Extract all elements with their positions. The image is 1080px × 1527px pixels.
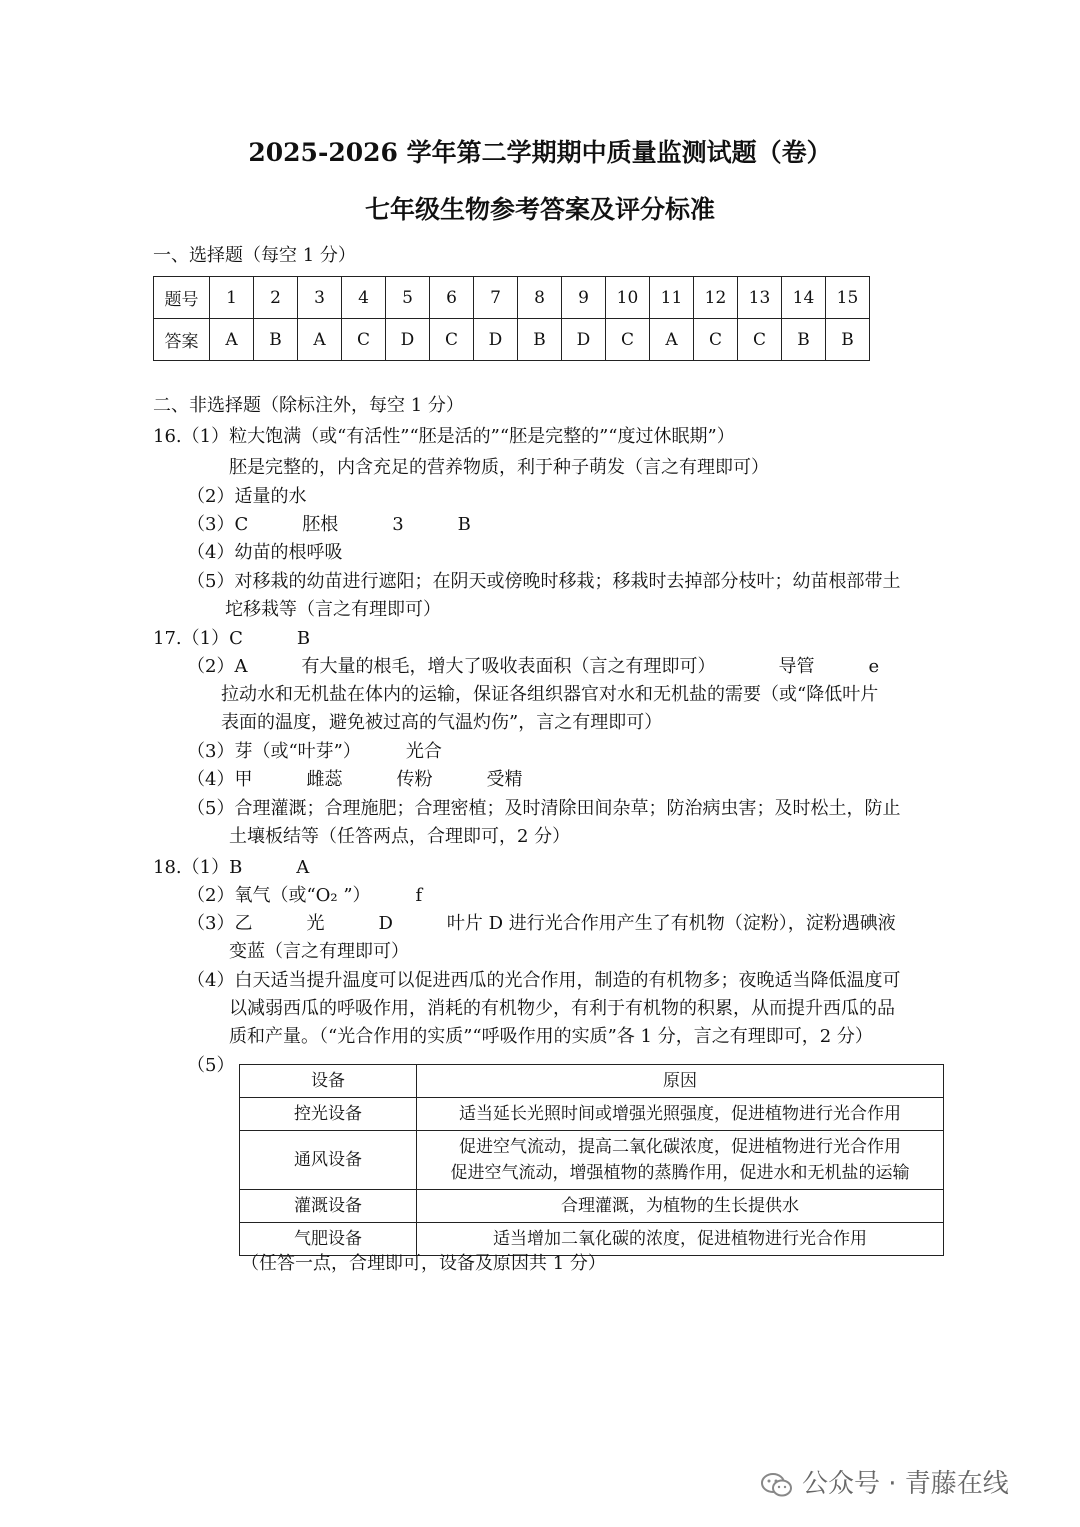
answer-line: 17.（1）C B [153, 628, 311, 649]
number-cell: 1 [210, 277, 254, 319]
table-row [240, 1098, 944, 1131]
answer-line: 变蓝（言之有理即可） [229, 941, 409, 962]
watermark-text: 公众号 · 青藤在线 [802, 1469, 1009, 1499]
answer-cell: A [298, 319, 342, 361]
answer-cell: A [210, 319, 254, 361]
doc-subtitle: 七年级生物参考答案及评分标准 [364, 195, 715, 224]
answer-cell: D [474, 319, 518, 361]
answer-cell: C [694, 319, 738, 361]
table-row-answers [154, 319, 870, 361]
answer-line: （4）甲 雌蕊 传粉 受精 [187, 769, 523, 790]
device-cell: 灌溉设备 [240, 1190, 417, 1223]
answer-line: 16.（1）粒大饱满（或“有活性”“胚是活的”“胚是完整的”“度过休眠期”） [153, 426, 735, 447]
answer-cell: B [826, 319, 870, 361]
header-reason: 原因 [417, 1065, 944, 1098]
number-cell: 5 [386, 277, 430, 319]
table-row-numbers [154, 277, 870, 319]
answer-line: 胚是完整的，内含充足的营养物质，利于种子萌发（言之有理即可） [229, 457, 769, 478]
row-label-answer: 答案 [154, 319, 210, 361]
answer-line: 以减弱西瓜的呼吸作用，消耗的有机物少，有利于有机物的积累，从而提升西瓜的品 [229, 998, 895, 1019]
answer-line: 18.（1）B A [153, 857, 310, 878]
device-cell: 控光设备 [240, 1098, 417, 1131]
answer-line: 土壤板结等（任答两点，合理即可，2 分） [229, 826, 571, 847]
number-cell: 9 [562, 277, 606, 319]
answer-cell: B [782, 319, 826, 361]
number-cell: 15 [826, 277, 870, 319]
number-cell: 2 [254, 277, 298, 319]
watermark [760, 1463, 1009, 1500]
number-cell: 3 [298, 277, 342, 319]
reason-cell: 合理灌溉，为植物的生长提供水 [417, 1190, 944, 1223]
section1-heading: 一、选择题（每空 1 分） [153, 245, 356, 266]
answer-cell: B [254, 319, 298, 361]
answer-cell: B [518, 319, 562, 361]
answer-cell: C [738, 319, 782, 361]
answer-cell: C [342, 319, 386, 361]
answer-cell: D [386, 319, 430, 361]
choice-answer-table [153, 276, 870, 361]
reason-cell: 适当增加二氧化碳的浓度，促进植物进行光合作用 [417, 1223, 944, 1256]
answer-line: （2）适量的水 [187, 486, 307, 507]
device-cell: 通风设备 [240, 1131, 417, 1190]
number-cell: 4 [342, 277, 386, 319]
answer-line: （4）白天适当提升温度可以促进西瓜的光合作用，制造的有机物多；夜晚适当降低温度可 [187, 970, 901, 991]
answer-line: （5）合理灌溉；合理施肥；合理密植；及时清除田间杂草；防治病虫害；及时松土，防止 [187, 798, 901, 819]
answer-line: 拉动水和无机盐在体内的运输，保证各组织器官对水和无机盐的需要（或“降低叶片 [221, 684, 879, 705]
table-row [240, 1131, 944, 1190]
answer-line: （3）C 胚根 3 B [187, 514, 471, 535]
wechat-icon [760, 1472, 794, 1498]
answer-line: （4）幼苗的根呼吸 [187, 542, 343, 563]
answer-line: 坨移栽等（言之有理即可） [225, 599, 441, 620]
reason-cell: 适当延长光照时间或增强光照强度，促进植物进行光合作用 [417, 1098, 944, 1131]
answer-line: （5） [187, 1055, 235, 1076]
reason-line: 促进空气流动，提高二氧化碳浓度，促进植物进行光合作用 [459, 1137, 901, 1157]
table-header-row [240, 1065, 944, 1098]
answer-cell: A [650, 319, 694, 361]
answer-cell: C [430, 319, 474, 361]
equipment-table [239, 1064, 944, 1256]
number-cell: 13 [738, 277, 782, 319]
row-label-number: 题号 [154, 277, 210, 319]
number-cell: 11 [650, 277, 694, 319]
number-cell: 12 [694, 277, 738, 319]
table-row [240, 1223, 944, 1256]
doc-title: 2025-2026 学年第二学期期中质量监测试题（卷） [248, 138, 832, 167]
answer-line: 质和产量。（“光合作用的实质”“呼吸作用的实质”各 1 分，言之有理即可，2 分） [229, 1026, 873, 1047]
header-device: 设备 [240, 1065, 417, 1098]
table-row [240, 1190, 944, 1223]
number-cell: 14 [782, 277, 826, 319]
answer-line: （3）芽（或“叶芽”） 光合 [187, 741, 442, 762]
device-cell: 气肥设备 [240, 1223, 417, 1256]
reason-line: 促进空气流动，增强植物的蒸腾作用，促进水和无机盐的运输 [450, 1163, 910, 1183]
number-cell: 6 [430, 277, 474, 319]
answer-line: （2）氧气（或“O₂ ”） f [187, 885, 423, 906]
number-cell: 8 [518, 277, 562, 319]
number-cell: 10 [606, 277, 650, 319]
answer-line: （3）乙 光 D 叶片 D 进行光合作用产生了有机物（淀粉），淀粉遇碘液 [187, 913, 896, 934]
answer-cell: D [562, 319, 606, 361]
reason-cell-double [417, 1131, 944, 1190]
answer-line: （5）对移栽的幼苗进行遮阳；在阴天或傍晚时移栽；移栽时去掉部分枝叶；幼苗根部带土 [187, 571, 901, 592]
answer-line: 表面的温度，避免被过高的气温灼伤”，言之有理即可） [221, 712, 663, 733]
section2-heading: 二、非选择题（除标注外，每空 1 分） [153, 395, 464, 416]
table-note: （任答一点，合理即可，设备及原因共 1 分） [241, 1253, 606, 1274]
answer-line: （2）A 有大量的根毛，增大了吸收表面积（言之有理即可） 导管 e [187, 656, 880, 677]
number-cell: 7 [474, 277, 518, 319]
answer-cell: C [606, 319, 650, 361]
